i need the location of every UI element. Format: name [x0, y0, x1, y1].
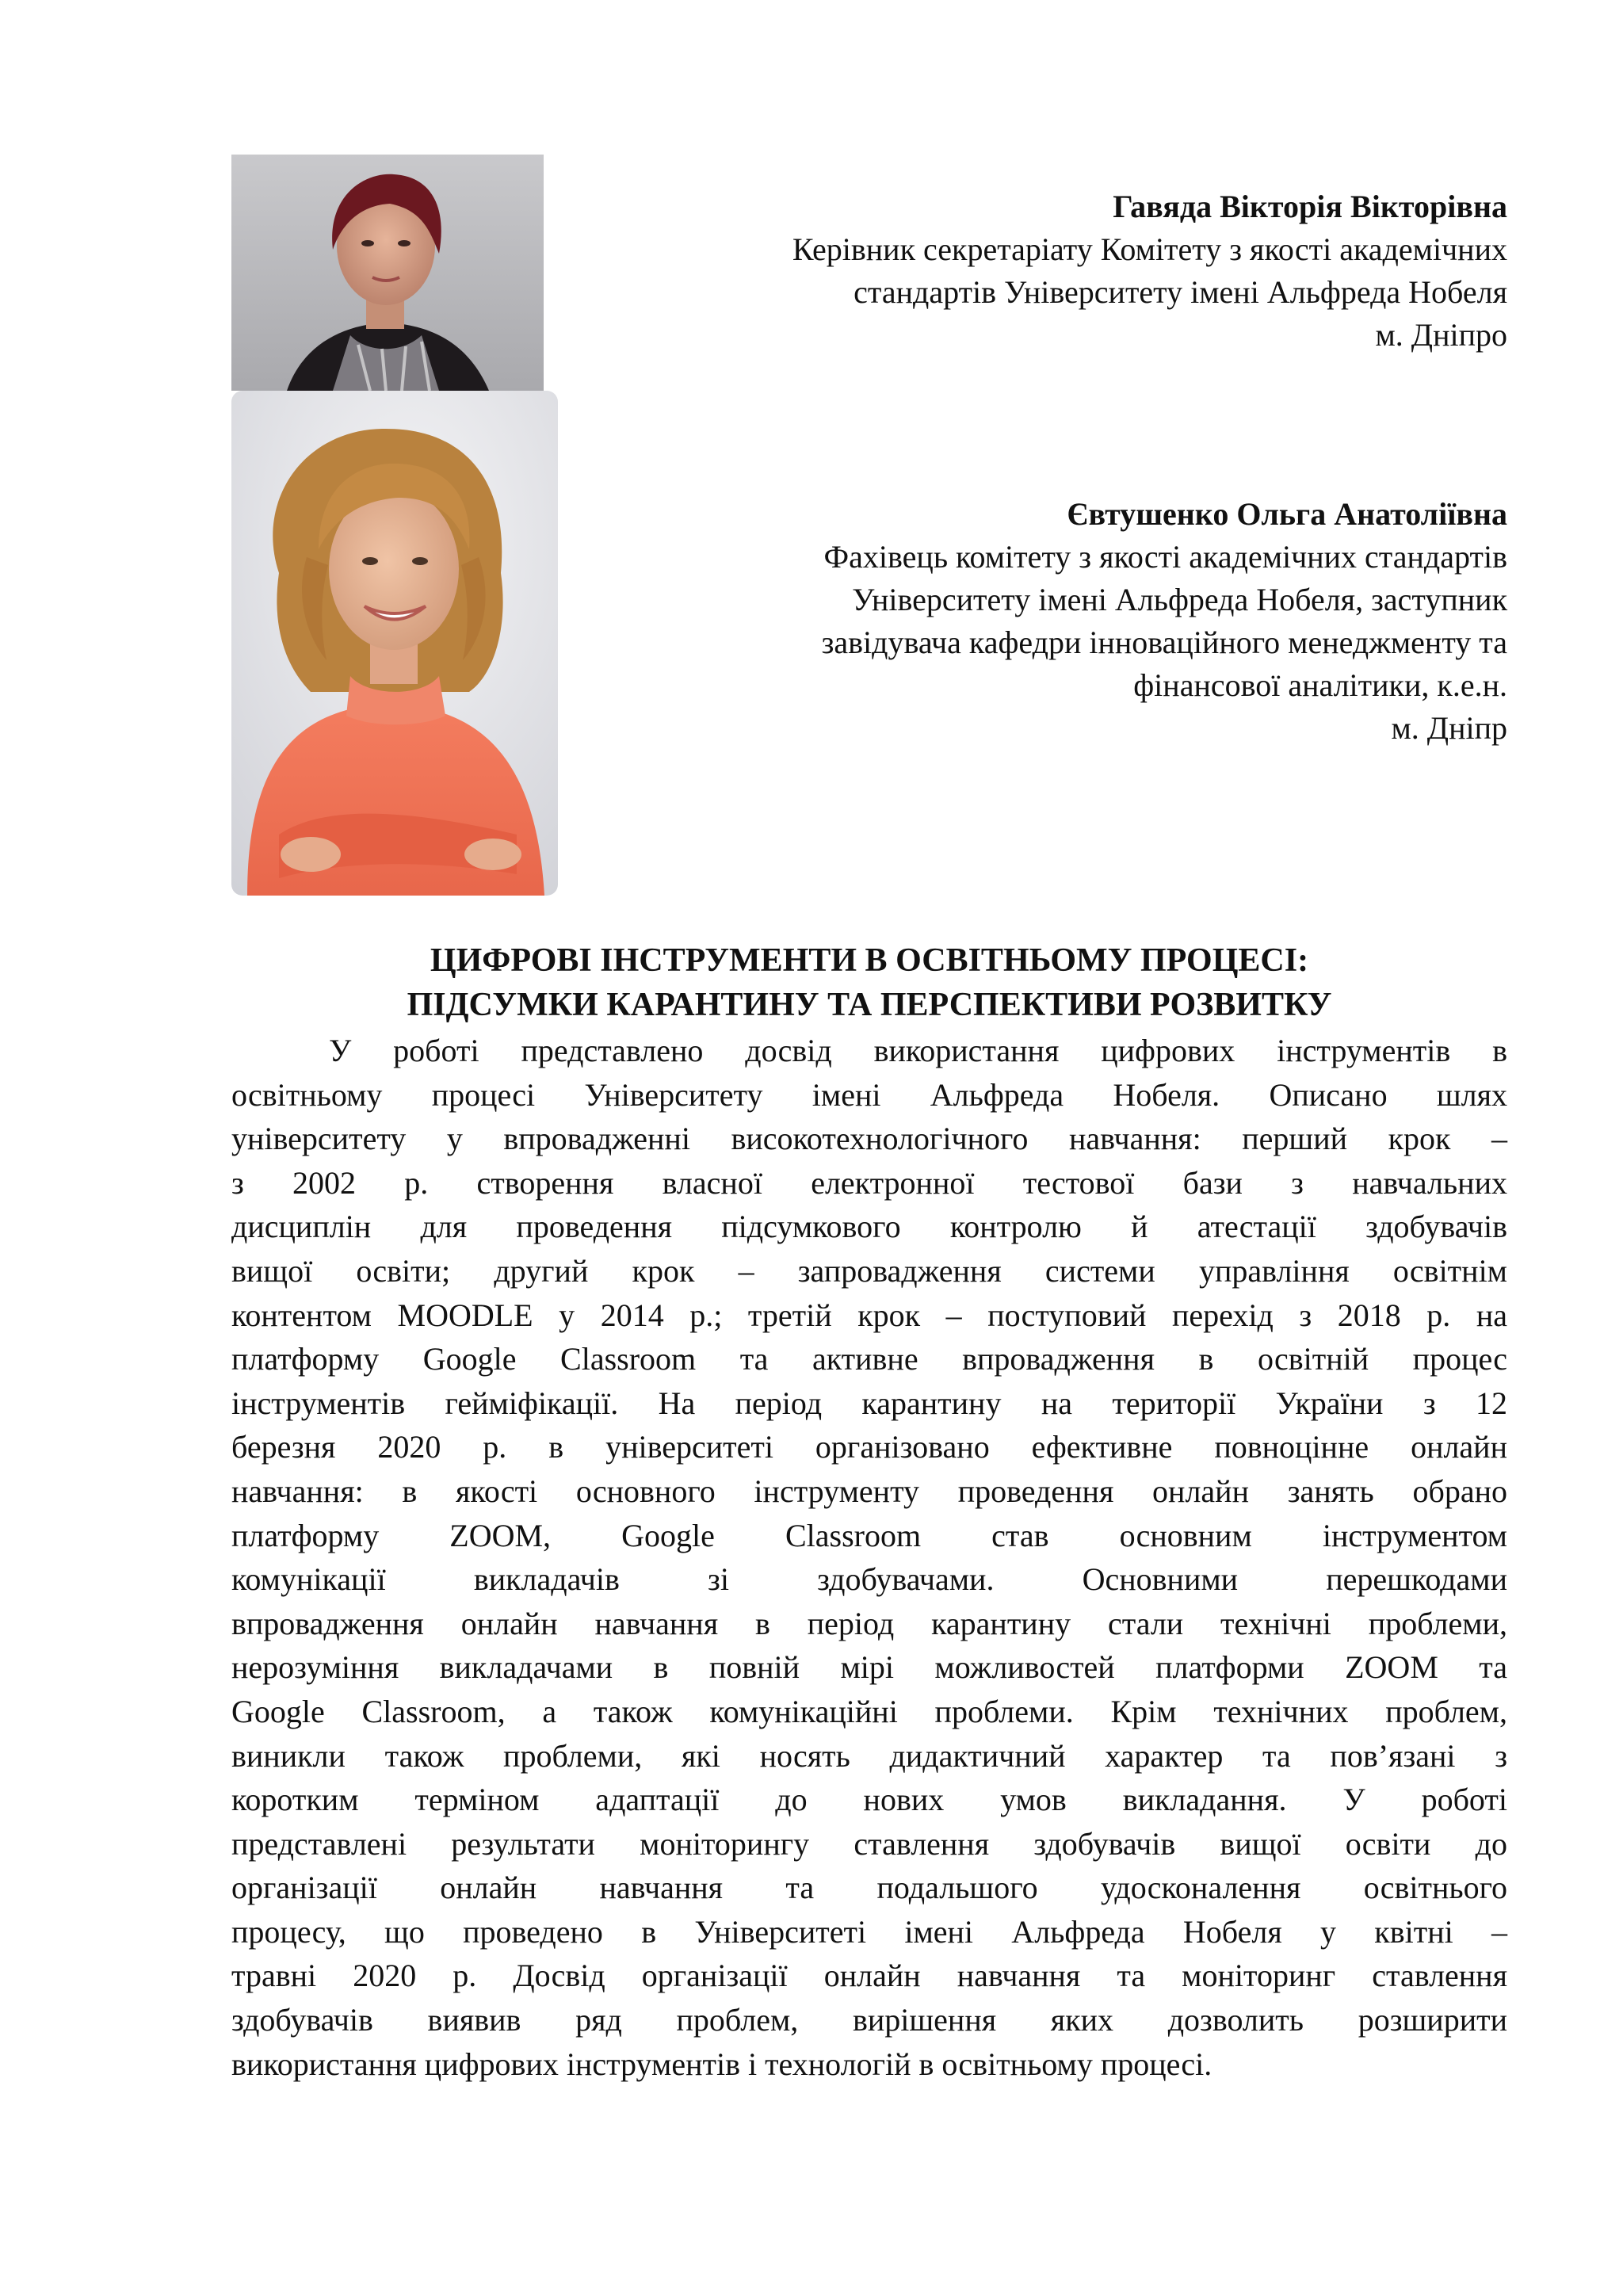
abstract-line: університету у впровадженні високотехнологічного навчання: перший крок – [231, 1121, 1507, 1157]
abstract-line: дисциплін для проведення підсумкового контролю й атестації здобувачів [231, 1209, 1507, 1245]
author-1-photo [231, 155, 544, 391]
author-1-position-line: стандартів Університету імені Альфреда Нобеля [854, 274, 1507, 310]
title-line-1: ЦИФРОВІ ІНСТРУМЕНТИ В ОСВІТНЬОМУ ПРОЦЕСІ: [430, 942, 1309, 979]
abstract-line: з 2002 р. створення власної електронної тестової бази з навчальних [231, 1164, 1507, 1201]
abstract-line: впровадження онлайн навчання в період карантину стали технічні проблеми, [231, 1605, 1507, 1641]
abstract-line: коротким терміном адаптації до нових умов викладання. У роботі [231, 1782, 1507, 1818]
author-2-block [822, 493, 1507, 750]
author-2-position-line: фінансової аналітики, к.е.н. [1133, 667, 1507, 703]
author-1-name: Гавяда Вікторія Вікторівна [1113, 189, 1507, 224]
author-2-photo [231, 391, 558, 896]
abstract-line: березня 2020 р. в університеті організовано ефективне повноцінне онлайн [231, 1429, 1507, 1465]
author-2-position-line: Фахівець комітету з якості академічних стандартів [823, 539, 1507, 575]
abstract-line: використання цифрових інструментів і технологій в освітньому процесі. [231, 2046, 1212, 2082]
abstract-line: нерозуміння викладачами в повній мірі можливостей платформи ZOOM та [231, 1649, 1507, 1686]
abstract-line: виникли також проблеми, які носять дидактичний характер та пов’язані з [231, 1737, 1507, 1774]
abstract-line: платформу ZOOM, Google Classroom став основним інструментом [231, 1517, 1507, 1553]
abstract-paragraph [231, 1029, 1507, 2086]
portrait-1-image [231, 155, 544, 391]
abstract-line: організації онлайн навчання та подальшого удосконалення освітнього [231, 1870, 1507, 1906]
abstract-line: процесу, що проведено в Університеті імені Альфреда Нобеля у квітні – [231, 1913, 1507, 1950]
abstract-line: здобувачів виявив ряд проблем, вирішення яких дозволить розширити [231, 2002, 1507, 2038]
abstract-line: освітньому процесі Університету імені Альфреда Нобеля. Описано шлях [231, 1076, 1507, 1113]
abstract-line: навчання: в якості основного інструменту проведення онлайн занять обрано [231, 1473, 1507, 1509]
article-title [231, 938, 1507, 1027]
abstract-line: представлені результати моніторингу ставлення здобувачів вищої освіти до [231, 1825, 1507, 1862]
title-line-2: ПІДСУМКИ КАРАНТИНУ ТА ПЕРСПЕКТИВИ РОЗВИТКУ [407, 987, 1332, 1023]
abstract-line: контентом MOODLE у 2014 р.; третій крок – поступовий перехід з 2018 р. на [231, 1297, 1507, 1333]
author-1-block [792, 185, 1507, 357]
author-1-city: м. Дніпро [1375, 317, 1507, 353]
author-1-position-line: Керівник секретаріату Комітету з якості академічних [792, 231, 1507, 267]
author-2-name: Євтушенко Ольга Анатоліївна [1067, 496, 1507, 532]
author-2-position-line: Університету імені Альфреда Нобеля, заступник [852, 582, 1507, 617]
abstract-line: платформу Google Classroom та активне впровадження в освітній процес [231, 1341, 1507, 1377]
author-2-position-line: завідувача кафедри інноваційного менеджменту та [821, 625, 1507, 660]
portrait-2-image [231, 391, 558, 896]
abstract-line: У роботі представлено досвід використання цифрових інструментів в [329, 1033, 1507, 1068]
author-2-city: м. Дніпр [1391, 710, 1507, 746]
abstract-line: вищої освіти; другий крок – запровадження системи управління освітнім [231, 1252, 1507, 1289]
abstract-line: травні 2020 р. Досвід організації онлайн навчання та моніторинг ставлення [231, 1958, 1507, 1994]
abstract-line: комунікації викладачів зі здобувачами. Основними перешкодами [231, 1561, 1507, 1598]
abstract-line: інструментів гейміфікації. На період карантину на території України з 12 [231, 1385, 1507, 1421]
abstract-line: Google Classroom, а також комунікаційні проблеми. Крім технічних проблем, [231, 1693, 1507, 1729]
